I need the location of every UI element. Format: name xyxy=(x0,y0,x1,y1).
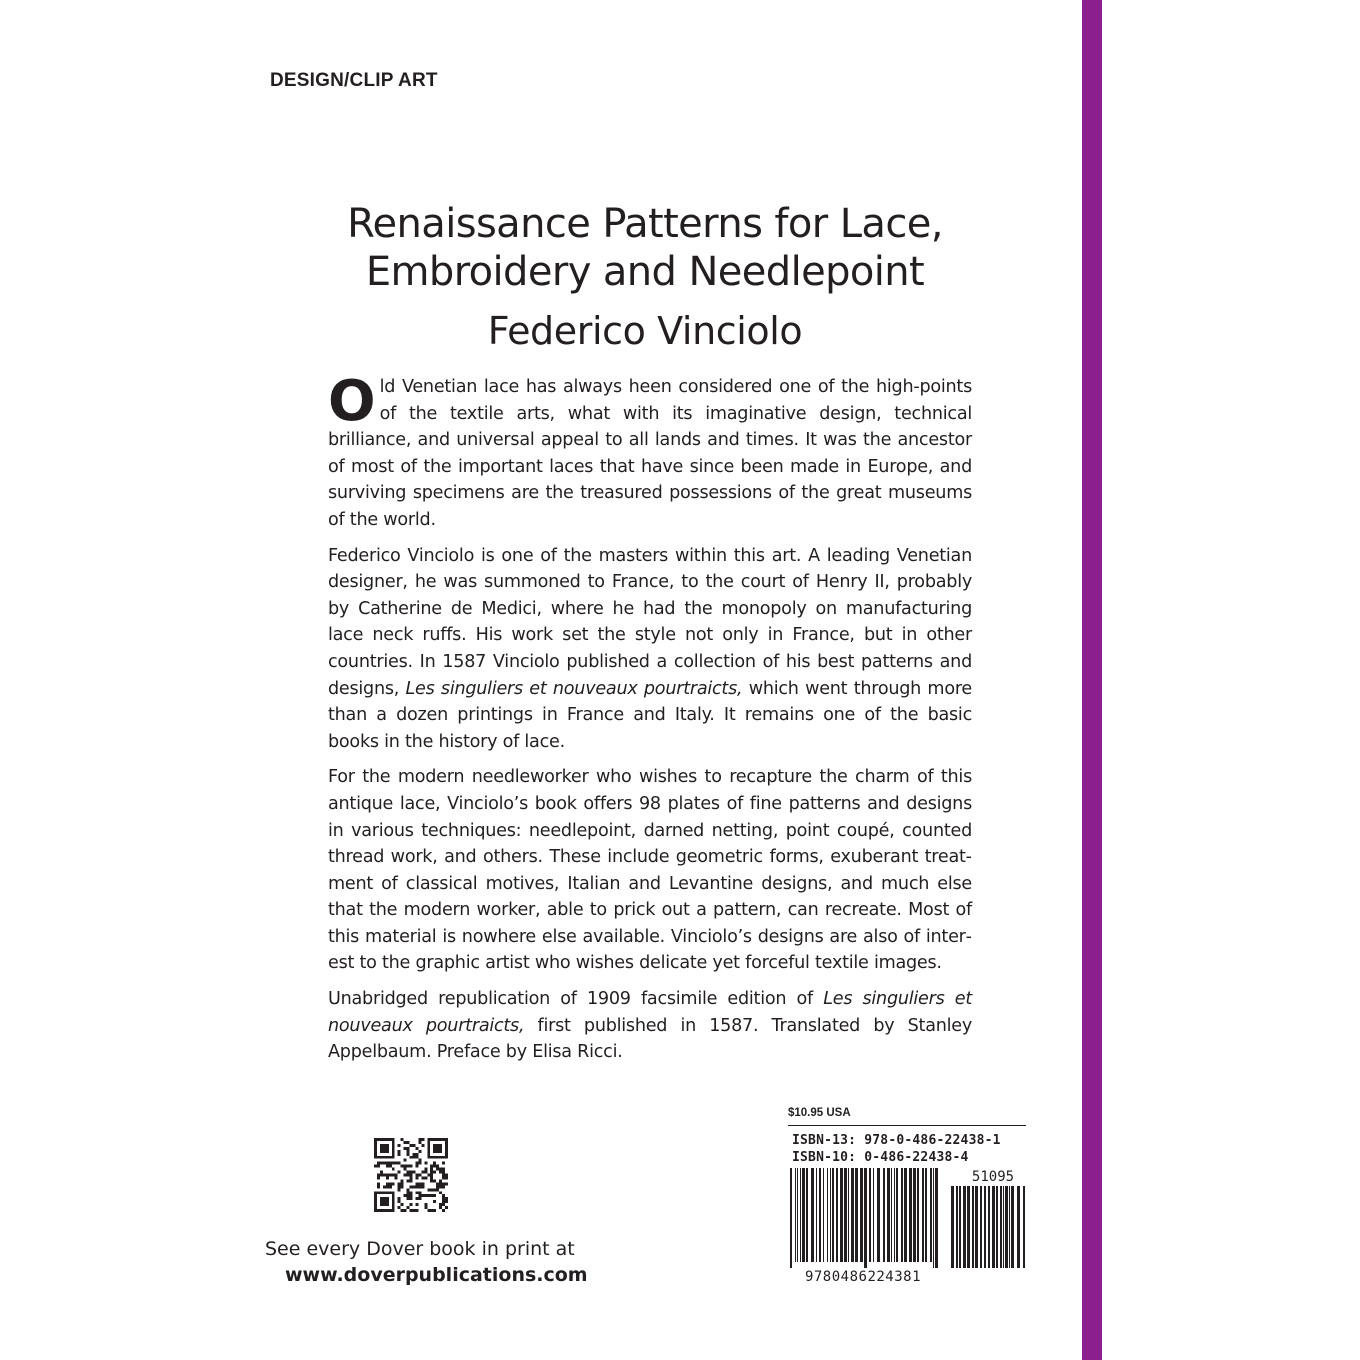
author-name: Federico Vinciolo xyxy=(487,309,803,353)
book-title-italic: Les singuliers et nouveaux pourtraicts, xyxy=(328,989,972,1036)
dover-promo-text: See every Dover book in print at xyxy=(265,1238,575,1260)
description xyxy=(328,369,973,1075)
book-title-italic: Les singuliers et nouveaux pourtraicts, xyxy=(405,678,743,699)
category-label: DESIGN/CLIP ART xyxy=(270,70,438,91)
description-paragraph-1 xyxy=(328,369,972,534)
paragraph-1-text: ld Venetian lace has always heen considered one of the high-points of the textile arts, what with its imaginative design, technical brilliance, and universal appeal to all lands and times. It was the ancestor of most of the important laces that have since been made in Europe, and surviving specimens are the treasured possessions of the great museums of the world. xyxy=(328,377,972,530)
spine-color-bar xyxy=(1082,0,1102,1360)
barcode-icon xyxy=(788,1168,1028,1284)
description-paragraph-3: For the modern needleworker who wishes to recapture the charm of this antique lace, Vinciolo’s book offers 98 plates of fine patterns and designs in various techniques: needlepoint, darned netting, point coupé, counted thread work, and others. These include geometric forms, exuberant treatment of classical motives, Italian and Levantine designs, and much else that the modern worker, able to prick out a pattern, can recreate. Most of this material is nowhere else available. Vinciolo’s designs are also of interest to the graphic artist who wishes delicate yet forceful textile images. xyxy=(328,767,972,974)
book-title-line-1: Renaissance Patterns for Lace, xyxy=(347,201,943,247)
isbn-13: ISBN-13: 978-0-486-22438-1 xyxy=(792,1133,1001,1148)
description-paragraph-2 xyxy=(328,543,972,756)
publication-note-text-b: first published in 1587. Translated by Stanley Appelbaum. Preface by Elisa Ricci. xyxy=(328,1015,973,1063)
barcode-addon-digits: 51095 xyxy=(971,1169,1015,1185)
book-title-line-2: Embroidery and Needlepoint xyxy=(365,249,925,295)
publication-note-text-a: Unabridged republication of 1909 facsimile edition of xyxy=(328,989,824,1010)
paragraph-2-text-a: Federico Vinciolo is one of the masters within this art. A leading Venetian designer, he was summoned to France, to the court of Henry II, probably by Catherine de Medici, where he had the monopoly on manufacturing lace neck ruffs. His work set the style not only in France, but in other countries. In 1587 Vinciolo published a collection of his best patterns and designs, xyxy=(328,545,972,699)
paragraph-2-text-b: which went through more than a dozen printings in France and Italy. It remains one of the basic books in the history of lace. xyxy=(328,678,973,752)
publication-note xyxy=(328,986,972,1066)
price-label: $10.95 USA xyxy=(788,1107,851,1119)
isbn-10: ISBN-10: 0-486-22438-4 xyxy=(792,1150,969,1165)
title-block xyxy=(280,200,1010,354)
price-divider xyxy=(788,1125,1026,1126)
dover-website-link[interactable]: www.doverpublications.com xyxy=(285,1264,588,1286)
qr-code-icon xyxy=(374,1138,448,1212)
drop-cap: O xyxy=(328,369,376,434)
barcode-main-digits: 9780486224381 xyxy=(804,1269,922,1284)
